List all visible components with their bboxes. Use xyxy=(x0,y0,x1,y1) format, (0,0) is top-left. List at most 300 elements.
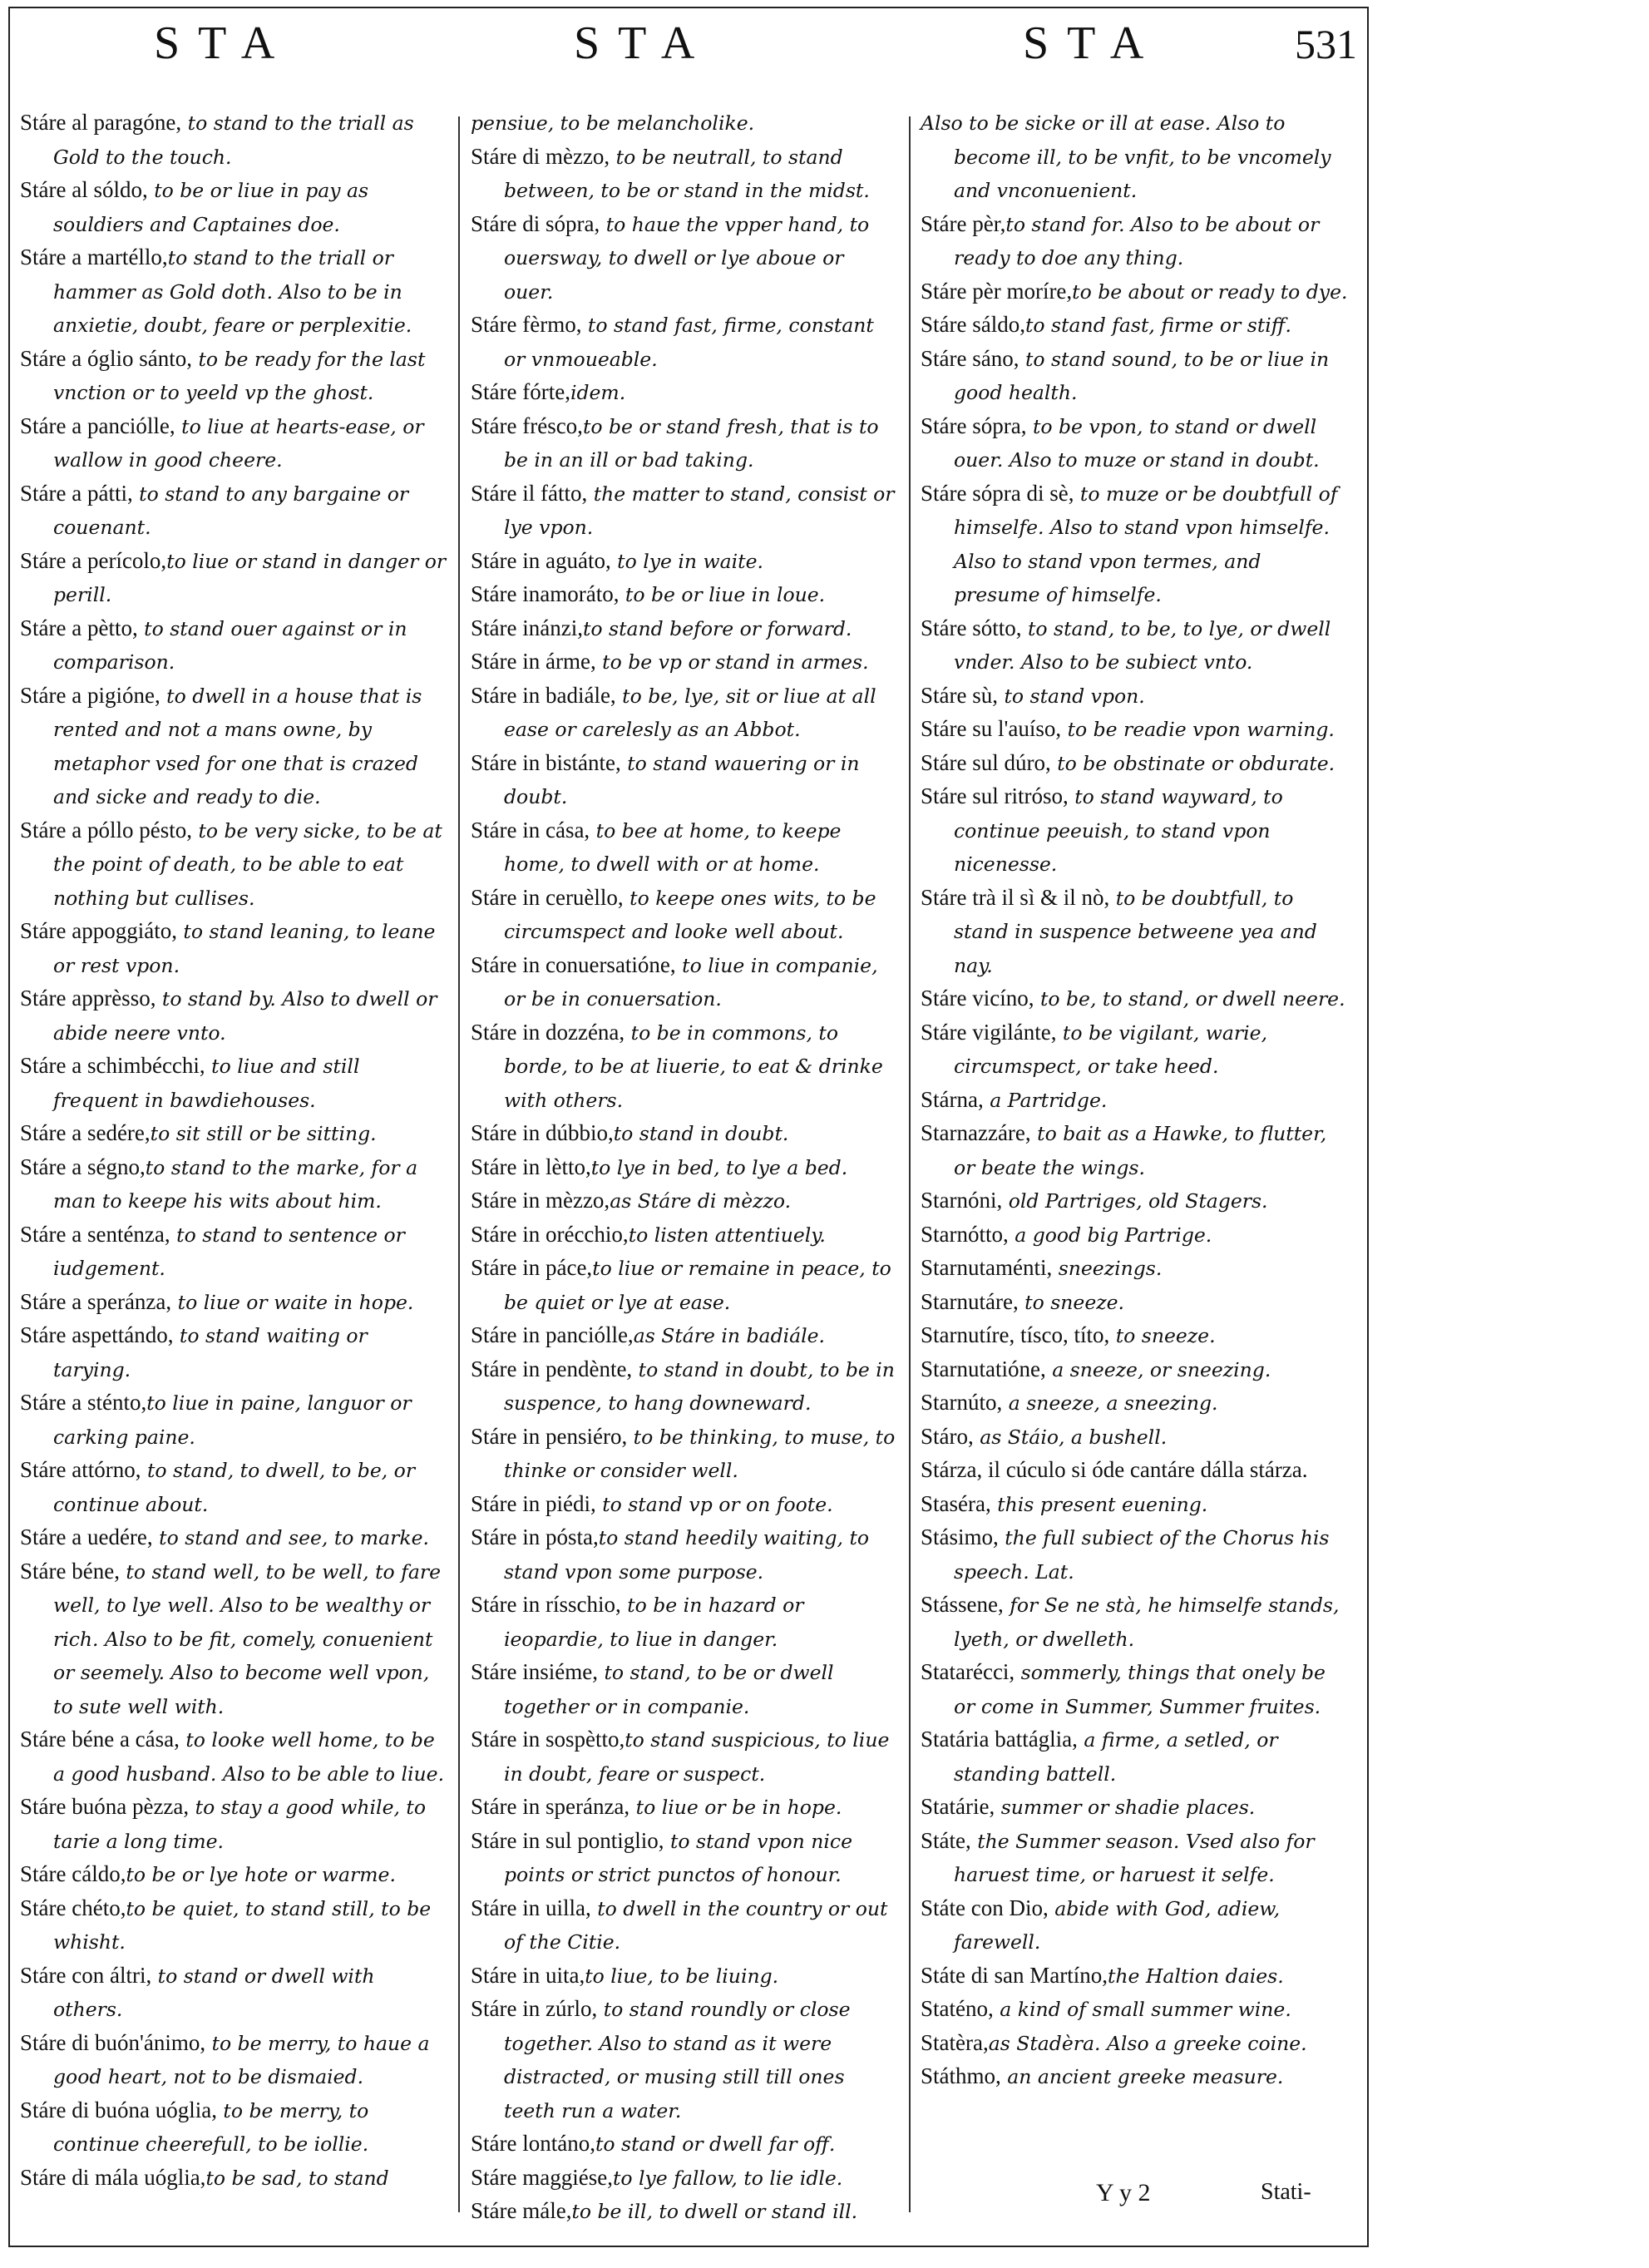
dictionary-entry xyxy=(921,1892,1349,1959)
entry-definition: to be or lye hote or warme. xyxy=(126,1863,396,1886)
dictionary-entry xyxy=(921,747,1349,781)
entry-headword: Stáre lontáno, xyxy=(471,2131,595,2156)
dictionary-entry xyxy=(471,477,899,545)
entry-headword: Stáro, xyxy=(921,1423,974,1449)
dictionary-entry xyxy=(20,477,448,545)
entry-headword: Stáre in sul pontiglio, xyxy=(471,1827,664,1853)
entry-definition: to stand or dwell with others. xyxy=(53,1964,375,2021)
entry-headword: Stáre pèr moríre, xyxy=(921,278,1073,304)
dictionary-entry xyxy=(20,1555,448,1724)
entry-headword: Stáre fèrmo, xyxy=(471,312,582,337)
dictionary-entry xyxy=(20,1117,448,1151)
entry-headword: Starnutatióne, xyxy=(921,1356,1046,1381)
entry-definition: a firme, a setled, or standing battell. xyxy=(954,1728,1278,1786)
dictionary-entry xyxy=(921,679,1349,714)
entry-definition: to be or liue in pay as souldiers and Captaines doe. xyxy=(53,179,369,236)
entry-headword: Stáre a sedére, xyxy=(20,1120,151,1145)
entry-definition: a good big Partrige. xyxy=(1008,1223,1212,1247)
dictionary-entry xyxy=(20,2027,448,2094)
entry-headword: Stáre sópra, xyxy=(921,413,1027,438)
entry-definition: sneezings. xyxy=(1052,1257,1163,1280)
entry-headword: Stáre in ceruèllo, xyxy=(471,884,624,910)
entry-headword: Stáre in lètto, xyxy=(471,1154,591,1179)
dictionary-entry xyxy=(471,1117,899,1151)
entry-definition: to stand to the marke, for a man to keepe his wits about him. xyxy=(53,1155,418,1213)
dictionary-entry xyxy=(20,1151,448,1218)
dictionary-entry xyxy=(471,1184,899,1218)
signature-mark: Y y 2 xyxy=(1096,2179,1151,2206)
entry-definition: to stand heedily waiting, to stand vpon some purpose. xyxy=(504,1526,870,1584)
dictionary-entry xyxy=(921,982,1349,1016)
entry-definition: to stand suspicious, to liue in doubt, feare or suspect. xyxy=(504,1728,890,1786)
entry-headword: Stáre a póllo pésto, xyxy=(20,817,192,842)
entry-headword: Stáre in mèzzo, xyxy=(471,1188,610,1213)
dictionary-entry xyxy=(921,343,1349,410)
entry-definition: a sneeze, a sneezing. xyxy=(1002,1391,1218,1415)
entry-headword: Stáre chéto, xyxy=(20,1895,126,1920)
dictionary-entry xyxy=(471,106,899,141)
dictionary-entry xyxy=(921,1454,1349,1488)
page-number: 531 xyxy=(1295,21,1357,67)
dictionary-entry xyxy=(471,2195,899,2229)
dictionary-entry xyxy=(471,1791,899,1825)
dictionary-entry xyxy=(921,882,1349,983)
frame-bottom-rule xyxy=(8,2246,1369,2247)
entry-definition: to bee at home, to keepe home, to dwell with or at home. xyxy=(504,818,842,876)
entry-definition: to sit still or be sitting. xyxy=(150,1122,377,1145)
dictionary-entry xyxy=(20,612,448,679)
entry-headword: Stáre appoggiáto, xyxy=(20,918,177,943)
entry-headword: Stáre di mèzzo, xyxy=(471,143,610,169)
entry-headword: Stáre in bistánte, xyxy=(471,749,621,775)
entry-headword: Stáre a panciólle, xyxy=(20,413,175,438)
entry-headword: Stáre in piédi, xyxy=(471,1490,596,1516)
entry-definition: the Summer season. Vsed also for haruest time, or haruest it selfe. xyxy=(954,1829,1315,1886)
entry-headword: Stáre in panciólle, xyxy=(471,1322,634,1347)
entry-definition: to lye in bed, to lye a bed. xyxy=(590,1155,848,1179)
entry-headword: Stáre in sospètto, xyxy=(471,1727,625,1752)
dictionary-entry xyxy=(921,1286,1349,1320)
entry-headword: Stáre a martéllo, xyxy=(20,245,168,269)
entry-headword: Stáre sáno, xyxy=(921,345,1020,371)
dictionary-entry xyxy=(471,1656,899,1723)
dictionary-entry xyxy=(471,545,899,579)
dictionary-entry xyxy=(20,174,448,241)
entry-definition: Also to be sicke or ill at ease. Also to become ill, to be vnfit, to be vncomely and vnconuenient. xyxy=(921,111,1331,202)
entry-headword: Stáre in dozzéna, xyxy=(471,1019,625,1045)
dictionary-entry xyxy=(20,814,448,916)
entry-definition: to stand ouer against or in comparison. xyxy=(53,616,407,674)
entry-definition: to be merry, to continue cheerefull, to be iollie. xyxy=(53,2098,369,2156)
dictionary-entry xyxy=(921,1184,1349,1218)
dictionary-entry xyxy=(471,1421,899,1488)
dictionary-entry xyxy=(921,1791,1349,1825)
dictionary-entry xyxy=(471,645,899,679)
entry-definition: the full subiect of the Chorus his speech. Lat. xyxy=(954,1526,1330,1584)
entry-headword: Stáre a uedére, xyxy=(20,1524,153,1549)
entry-definition: to stay a good while, to tarie a long time. xyxy=(53,1796,427,1853)
dictionary-entry xyxy=(20,1050,448,1117)
dictionary-entry xyxy=(20,2162,448,2196)
entry-headword: Stáre insiéme, xyxy=(471,1659,598,1684)
entry-headword: Stáre il fátto, xyxy=(471,480,588,506)
entry-headword: Statárie, xyxy=(921,1794,995,1819)
entry-headword: Starnóni, xyxy=(921,1188,1003,1213)
entry-headword: Statarécci, xyxy=(921,1659,1015,1684)
entry-definition: sommerly, things that onely be or come in Summer, Summer fruites. xyxy=(954,1661,1326,1718)
entry-definition: to sneeze. xyxy=(1109,1324,1216,1347)
dictionary-entry xyxy=(20,410,448,477)
entry-headword: Stáre a pigióne, xyxy=(20,682,160,708)
entry-definition: a sneeze, or sneezing. xyxy=(1045,1357,1271,1381)
entry-headword: Státe di san Martíno, xyxy=(921,1962,1108,1988)
dictionary-entry xyxy=(921,612,1349,679)
dictionary-entry xyxy=(471,141,899,208)
dictionary-entry xyxy=(921,1656,1349,1723)
entry-headword: Stásimo, xyxy=(921,1524,999,1549)
entry-definition: pensiue, to be melancholike. xyxy=(471,111,755,135)
entry-headword: Stáre apprèsso, xyxy=(20,986,156,1010)
dictionary-entry xyxy=(471,410,899,477)
entry-definition: to liue and still frequent in bawdiehouses. xyxy=(53,1055,360,1112)
entry-definition: as Stáre in badiále. xyxy=(633,1324,826,1347)
entry-definition: to stand well, to be well, to fare well, to lye well. Also to be wealthy or rich. Also to be fit, comely, conuenient or seemely. Also to become well vpon, to sute well with. xyxy=(53,1559,442,1718)
entry-definition: to be, lye, sit or liue at all ease or carelesly as an Abbot. xyxy=(504,684,876,741)
entry-headword: Stáre frésco, xyxy=(471,413,583,438)
dictionary-entry xyxy=(20,1858,448,1892)
entry-definition: to stand wayward, to continue peeuish, to stand vpon nicenesse. xyxy=(954,785,1283,876)
entry-headword: Stáre béne, xyxy=(20,1558,120,1584)
entry-definition: to liue or be in hope. xyxy=(629,1796,842,1819)
entry-headword: Stáre in orécchio, xyxy=(471,1221,629,1247)
dictionary-entry xyxy=(20,1286,448,1320)
entry-definition: to lye fallow, to lie idle. xyxy=(612,2166,843,2190)
dictionary-entry xyxy=(921,1825,1349,1892)
entry-definition: to be obstinate or obdurate. xyxy=(1050,751,1335,775)
entry-headword: Stáre di buóna uóglia, xyxy=(20,2097,217,2122)
running-header xyxy=(17,17,1364,91)
entry-definition: to liue or stand in danger or perill. xyxy=(53,549,447,606)
entry-headword: Stáre in pensiéro, xyxy=(471,1423,628,1449)
entry-definition: to stand fast, firme or stiff. xyxy=(1024,314,1291,337)
entry-headword: Statária battáglia, xyxy=(921,1727,1078,1752)
entry-headword: Stáre a sténto, xyxy=(20,1390,147,1415)
entry-definition: a Partridge. xyxy=(983,1088,1108,1112)
entry-definition: an ancient greeke measure. xyxy=(1000,2065,1284,2088)
dictionary-entry xyxy=(471,1892,899,1959)
entry-definition: a kind of small summer wine. xyxy=(993,1998,1291,2021)
entry-definition: to stand, to be, to lye, or dwell vnder. Also to be subiect vnto. xyxy=(954,616,1331,674)
entry-definition: to stand vp or on foote. xyxy=(595,1492,833,1516)
entry-definition: to liue in paine, languor or carking paine. xyxy=(53,1391,412,1449)
dictionary-entry xyxy=(471,2162,899,2196)
entry-definition: to be about or ready to dye. xyxy=(1072,279,1348,304)
entry-headword: Stáre a pátti, xyxy=(20,480,133,506)
dictionary-entry xyxy=(471,882,899,949)
entry-headword: Stáre aspettándo, xyxy=(20,1322,174,1347)
entry-headword: Stáre al paragóne, xyxy=(20,110,182,135)
entry-definition: as Stáio, a bushell. xyxy=(973,1425,1168,1449)
dictionary-entry xyxy=(471,1353,899,1421)
dictionary-entry xyxy=(471,1589,899,1656)
dictionary-entry xyxy=(20,1959,448,2027)
entry-headword: Stáre attórno, xyxy=(20,1457,141,1482)
entry-definition: to stand for. Also to be about or ready to doe any thing. xyxy=(954,212,1320,269)
frame-top-rule xyxy=(8,7,1369,8)
dictionary-entry xyxy=(20,2094,448,2162)
entry-headword: Stáre con áltri, xyxy=(20,1962,152,1988)
dictionary-entry xyxy=(471,747,899,814)
dictionary-entry xyxy=(20,1386,448,1454)
dictionary-entry xyxy=(471,1252,899,1319)
dictionary-entry xyxy=(921,713,1349,747)
entry-headword: Stáre in uita, xyxy=(471,1962,585,1988)
entry-headword: Státhmo, xyxy=(921,2063,1001,2088)
entry-definition: to stand roundly or close together. Also to stand as it were distracted, or musing still till ones teeth run a water. xyxy=(504,1998,851,2122)
dictionary-entry xyxy=(921,2060,1349,2094)
dictionary-entry xyxy=(20,106,448,174)
entry-headword: Stáre vigilánte, xyxy=(921,1019,1057,1045)
dictionary-entry xyxy=(20,915,448,982)
entry-headword: Státe con Dio, xyxy=(921,1895,1049,1920)
entry-definition: to looke well home, to be a good husband. Also to be able to liue. xyxy=(53,1728,445,1786)
dictionary-entry xyxy=(921,1386,1349,1421)
dictionary-entry xyxy=(471,1016,899,1118)
entry-definition: to stand vpon. xyxy=(997,684,1145,708)
entry-definition: to haue the vpper hand, to ouersway, to dwell or lye aboue or ouer. xyxy=(504,212,870,304)
entry-headword: Stáre in speránza, xyxy=(471,1794,630,1819)
dictionary-entry xyxy=(921,1959,1349,1994)
entry-headword: Stáre a perícolo, xyxy=(20,547,167,573)
entry-headword: Stáre di sópra, xyxy=(471,210,600,236)
entry-definition: to stand wauering or in doubt. xyxy=(504,751,860,808)
entry-definition: to stand or dwell far off. xyxy=(595,2132,836,2156)
dictionary-entry xyxy=(921,106,1349,208)
dictionary-entry xyxy=(471,1959,899,1994)
entry-headword: Stáre cáldo, xyxy=(20,1861,126,1886)
entry-headword: Stáre in pósta, xyxy=(471,1524,599,1549)
entry-headword: Stáre in aguáto, xyxy=(471,547,611,573)
dictionary-entry xyxy=(921,1252,1349,1286)
entry-definition: to stand before or forward. xyxy=(582,616,852,640)
entry-headword: Stáre in árme, xyxy=(471,649,596,674)
dictionary-entry xyxy=(471,1521,899,1589)
entry-headword: Stáre béne a cása, xyxy=(20,1727,180,1752)
entry-headword: Stáre sù, xyxy=(921,682,998,708)
dictionary-entry xyxy=(20,1319,448,1386)
entry-headword: Stáre sópra di sè, xyxy=(921,480,1074,506)
dictionary-entry xyxy=(921,275,1349,309)
dictionary-entry xyxy=(471,376,899,410)
dictionary-entry xyxy=(20,1454,448,1521)
dictionary-entry xyxy=(921,1084,1349,1118)
dictionary-entry xyxy=(471,1993,899,2127)
entry-headword: Stáre in rísschio, xyxy=(471,1592,621,1617)
header-left: STA xyxy=(154,17,294,69)
entry-headword: Stáre al sóldo, xyxy=(20,177,148,202)
entry-definition: abide with God, adiew, farewell. xyxy=(954,1896,1281,1954)
entry-headword: Stáre mále, xyxy=(471,2198,572,2223)
entry-headword: Stáre inánzi, xyxy=(471,615,583,640)
entry-definition: to be in commons, to borde, to be at liuerie, to eat & drinke with others. xyxy=(504,1020,883,1112)
entry-headword: Stáre a ségno, xyxy=(20,1154,146,1179)
dictionary-entry xyxy=(471,1825,899,1892)
entry-definition: as Stadèra. Also a greeke coine. xyxy=(988,2031,1307,2055)
entry-definition: to bait as a Hawke, to flutter, or beate the wings. xyxy=(954,1122,1327,1179)
entry-headword: Starnutíre, tísco, títo, xyxy=(921,1322,1110,1347)
dictionary-entry xyxy=(921,1589,1349,1656)
entry-headword: Stáre sul dúro, xyxy=(921,749,1051,775)
entry-definition: to be vpon, to stand or dwell ouer. Also to muze or stand in doubt. xyxy=(954,414,1320,472)
dictionary-entry xyxy=(471,1723,899,1791)
dictionary-entry xyxy=(471,814,899,882)
entry-headword: Stáre sul ritróso, xyxy=(921,783,1069,808)
dictionary-entry xyxy=(20,545,448,612)
dictionary-entry xyxy=(471,612,899,646)
entry-headword: Stáre sáldo, xyxy=(921,312,1025,337)
entry-headword: Stássene, xyxy=(921,1592,1004,1617)
entry-definition: to lye in waite. xyxy=(610,549,763,573)
entry-headword: Stáre a speránza, xyxy=(20,1288,172,1314)
entry-definition: to stand fast, firme, constant or vnmoueable. xyxy=(504,314,874,371)
entry-definition: to liue at hearts-ease, or wallow in good cheere. xyxy=(53,414,424,472)
entry-definition: to be ready for the last vnction or to yeeld vp the ghost. xyxy=(53,347,426,404)
dictionary-entry xyxy=(921,208,1349,275)
entry-headword: Stáre pèr, xyxy=(921,210,1006,236)
entry-headword: Stáre su l'auíso, xyxy=(921,716,1062,741)
entry-headword: Statèra, xyxy=(921,2029,989,2055)
entry-definition: to be thinking, to muse, to thinke or consider well. xyxy=(504,1425,896,1482)
dictionary-entry xyxy=(20,343,448,410)
column-1 xyxy=(20,106,448,2195)
entry-definition: this present euening. xyxy=(990,1492,1208,1516)
entry-headword: Stáre sótto, xyxy=(921,615,1022,640)
dictionary-entry xyxy=(921,477,1349,612)
entry-definition: to muze or be doubtfull of himselfe. Also to stand vpon himselfe. Also to stand vpon termes, and presume of himselfe. xyxy=(954,482,1338,606)
entry-headword: Stáre a óglio sánto, xyxy=(20,345,192,371)
entry-definition: to stand to sentence or iudgement. xyxy=(53,1223,405,1280)
column-3 xyxy=(921,106,1349,2094)
entry-headword: Stáre in conuersatióne, xyxy=(471,951,676,977)
entry-headword: Starnazzáre, xyxy=(921,1120,1031,1145)
entry-headword: Staténo, xyxy=(921,1996,994,2021)
dictionary-entry xyxy=(20,1218,448,1286)
entry-headword: Stárna, xyxy=(921,1086,984,1112)
entry-headword: Stárza, il cúculo si óde cantáre dálla stárza. xyxy=(921,1457,1308,1482)
dictionary-entry xyxy=(20,1892,448,1959)
column-2 xyxy=(471,106,899,2229)
dictionary-entry xyxy=(20,982,448,1050)
dictionary-entry xyxy=(20,1521,448,1555)
entry-headword: Státe, xyxy=(921,1827,971,1853)
frame-right-rule xyxy=(1367,7,1369,2247)
entry-headword: Stáre inamoráto, xyxy=(471,581,620,606)
entry-definition: to stand waiting or tarying. xyxy=(53,1324,368,1381)
dictionary-entry xyxy=(921,1218,1349,1253)
dictionary-entry xyxy=(471,208,899,309)
entry-definition: to be, to stand, or dwell neere. xyxy=(1034,987,1345,1010)
entry-definition: to be vigilant, warie, circumspect, or take heed. xyxy=(954,1020,1268,1078)
entry-definition: to stand, to be or dwell together or in companie. xyxy=(504,1661,834,1718)
dictionary-entry xyxy=(20,1791,448,1858)
dictionary-entry xyxy=(20,679,448,814)
entry-definition: to stand leaning, to leane or rest vpon. xyxy=(53,920,436,977)
entry-headword: Stáre a senténza, xyxy=(20,1221,170,1247)
entry-definition: old Partriges, old Stagers. xyxy=(1002,1189,1268,1213)
header-center: STA xyxy=(574,17,713,69)
entry-definition: to be neutrall, to stand between, to be or stand in the midst. xyxy=(504,145,870,202)
entry-headword: Stáre in páce, xyxy=(471,1255,593,1280)
entry-headword: Stáre a schimbécchi, xyxy=(20,1053,205,1078)
dictionary-entry xyxy=(921,1521,1349,1589)
entry-headword: Stáre in pendènte, xyxy=(471,1356,633,1381)
entry-definition: summer or shadie places. xyxy=(995,1796,1256,1819)
header-right: STA xyxy=(1023,17,1163,69)
dictionary-entry xyxy=(471,679,899,747)
entry-definition: to be in hazard or ieopardie, to liue in danger. xyxy=(504,1594,804,1651)
dictionary-entry xyxy=(921,2027,1349,2061)
entry-definition: to be or liue in loue. xyxy=(619,583,826,606)
dictionary-entry xyxy=(471,1319,899,1353)
entry-definition: to stand to any bargaine or couenant. xyxy=(53,482,409,539)
dictionary-entry xyxy=(921,410,1349,477)
entry-headword: Stáre vicíno, xyxy=(921,986,1034,1010)
entry-definition: as Stáre di mèzzo. xyxy=(610,1189,792,1213)
entry-definition: the matter to stand, consist or lye vpon. xyxy=(504,482,895,539)
entry-definition: to stand, to dwell, to be, or continue about. xyxy=(53,1459,416,1516)
entry-definition: to listen attentiuely. xyxy=(628,1223,826,1247)
entry-headword: Starnúto, xyxy=(921,1390,1003,1415)
dictionary-entry xyxy=(471,578,899,612)
entry-definition: to be very sicke, to be at the point of death, to be able to eat nothing but cullises. xyxy=(53,818,442,910)
entry-definition: to stand in doubt, to be in suspence, to hang downeward. xyxy=(504,1357,895,1415)
dictionary-entry xyxy=(471,309,899,376)
entry-headword: Stáre fórte, xyxy=(471,379,570,404)
entry-headword: Stáre in cása, xyxy=(471,817,590,842)
entry-headword: Stáre maggiése, xyxy=(471,2164,613,2190)
dictionary-entry xyxy=(471,1488,899,1522)
entry-definition: to dwell in a house that is rented and not a mans owne, by metaphor vsed for one that is crazed and sicke and ready to die. xyxy=(53,684,422,808)
entry-headword: Starnutáre, xyxy=(921,1288,1019,1314)
dictionary-entry xyxy=(921,1421,1349,1455)
dictionary-entry xyxy=(921,1488,1349,1522)
entry-headword: Stáre in dúbbio, xyxy=(471,1120,614,1145)
entry-definition: for Se ne stà, he himselfe stands, lyeth, or dwelleth. xyxy=(954,1594,1340,1651)
dictionary-entry xyxy=(921,1353,1349,1387)
entry-headword: Staséra, xyxy=(921,1490,991,1516)
entry-definition: to stand to the triall or hammer as Gold doth. Also to be in anxietie, doubt, feare or perplexitie. xyxy=(53,246,412,337)
entry-definition: to liue in companie, or be in conuersation. xyxy=(504,953,878,1010)
entry-headword: Stáre di mála uóglia, xyxy=(20,2164,206,2190)
column-rule-2 xyxy=(909,116,911,2212)
entry-definition: to keepe ones wits, to be circumspect and looke well about. xyxy=(504,886,876,943)
entry-definition: to be merry, to haue a good heart, not to be dismaied. xyxy=(53,2031,430,2088)
entry-definition: to stand vpon nice points or strict punctos of honour. xyxy=(504,1829,852,1886)
entry-headword: Stáre in zúrlo, xyxy=(471,1996,598,2021)
entry-definition: to stand sound, to be or liue in good health. xyxy=(954,347,1330,404)
entry-definition: the Haltion daies. xyxy=(1107,1964,1284,1988)
entry-headword: Stáre di buón'ánimo, xyxy=(20,2029,206,2055)
entry-headword: Starnótto, xyxy=(921,1221,1009,1247)
entry-definition: to be sad, to stand xyxy=(205,2166,389,2190)
dictionary-entry xyxy=(471,949,899,1016)
entry-definition: to be doubtfull, to stand in suspence betweene yea and nay. xyxy=(954,886,1317,977)
entry-definition: to be readie vpon warning. xyxy=(1061,718,1335,741)
dictionary-entry xyxy=(921,1319,1349,1353)
entry-definition: to be quiet, to stand still, to be whisht. xyxy=(53,1896,432,1954)
entry-definition: to liue or remaine in peace, to be quiet or lye at ease. xyxy=(504,1257,891,1314)
dictionary-entry xyxy=(921,1117,1349,1184)
